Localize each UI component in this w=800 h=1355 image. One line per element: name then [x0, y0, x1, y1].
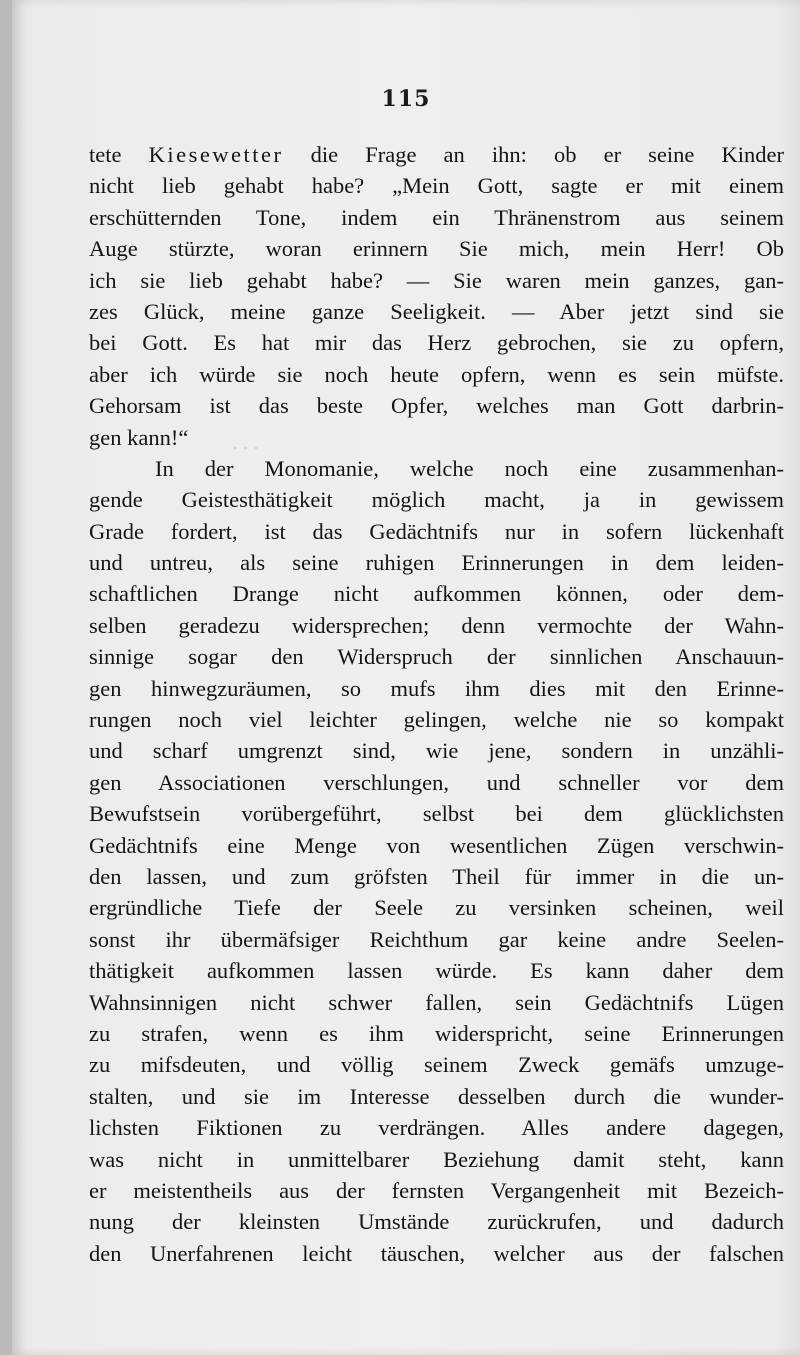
paragraph-start-line: In der Monomanie, welche noch eine zusammenhan- — [155, 455, 784, 481]
text-line: und untreu, als seine ruhigen Erinnerungen in dem leiden- — [89, 550, 784, 576]
text-line: Wahnsinnigen nicht schwer fallen, sein Gedächtnifs Lügen — [89, 989, 784, 1015]
text-line: erschütternden Tone, indem ein Thränenstrom aus seinem — [89, 204, 784, 230]
text-line: ergründliche Tiefe der Seele zu versinken scheinen, weil — [89, 895, 784, 921]
text-line: ich sie lieb gehabt habe? — Sie waren mein ganzes, gan- — [89, 267, 784, 293]
page-number: 115 — [381, 86, 431, 112]
text-line: er meistentheils aus der fernsten Vergangenheit mit Bezeich- — [89, 1177, 784, 1203]
text-line: sonst ihr übermäfsiger Reichthum gar keine andre Seelen- — [89, 926, 784, 952]
text-line: den Unerfahrenen leicht täuschen, welcher aus der falschen — [89, 1240, 784, 1266]
text-line: Bewufstsein vorübergeführt, selbst bei dem glücklichsten — [89, 801, 784, 827]
text-line: sinnige sogar den Widerspruch der sinnlichen Anschauun- — [89, 644, 784, 670]
text-line: rungen noch viel leichter gelingen, welche nie so kompakt — [89, 707, 784, 733]
text-line: schaftlichen Drange nicht aufkommen können, oder dem- — [89, 581, 784, 607]
text-line: zu mifsdeuten, und völlig seinem Zweck gemäfs umzuge- — [89, 1052, 784, 1078]
name-kiesewetter: Kiesewetter — [148, 142, 284, 167]
text-line: Gehorsam ist das beste Opfer, welches man Gott darbrin- — [89, 393, 784, 419]
text-line: zu strafen, wenn es ihm widerspricht, seine Erinnerungen — [89, 1020, 784, 1046]
text-line: gen kann!“ — [89, 424, 189, 450]
text-line: lichsten Fiktionen zu verdrängen. Alles andere dagegen, — [89, 1115, 784, 1141]
book-page — [12, 0, 800, 1355]
body-text — [89, 139, 784, 1269]
text-line: tete Kiesewetter die Frage an ihn: ob er seine Kinder — [89, 142, 784, 167]
text-line: gen Associationen verschlungen, und schneller vor dem — [89, 769, 784, 795]
text-line: Gedächtnifs eine Menge von wesentlichen Zügen verschwin- — [89, 832, 784, 858]
text-line: selben geradezu widersprechen; denn vermochte der Wahn- — [89, 612, 784, 638]
bleed-through-text: · · · — [232, 438, 259, 458]
text-line: zes Glück, meine ganze Seeligkeit. — Aber jetzt sind sie — [89, 298, 784, 324]
text-line: aber ich würde sie noch heute opfern, wenn es sein müfste. — [89, 361, 784, 387]
text-line: und scharf umgrenzt sind, wie jene, sondern in unzähli- — [89, 738, 784, 764]
text-line: was nicht in unmittelbarer Beziehung damit steht, kann — [89, 1146, 784, 1172]
text-line: den lassen, und zum gröfsten Theil für immer in die un- — [89, 863, 784, 889]
text-line: Auge stürzte, woran erinnern Sie mich, mein Herr! Ob — [89, 236, 784, 262]
text-line: gende Geistesthätigkeit möglich macht, ja in gewissem — [89, 487, 784, 513]
text-line: thätigkeit aufkommen lassen würde. Es kann daher dem — [89, 958, 784, 984]
text-line: nung der kleinsten Umstände zurückrufen, und dadurch — [89, 1209, 784, 1235]
text-line: Grade fordert, ist das Gedächtnifs nur in sofern lückenhaft — [89, 518, 784, 544]
text-line: bei Gott. Es hat mir das Herz gebrochen, sie zu opfern, — [89, 330, 784, 356]
text-line: gen hinwegzuräumen, so mufs ihm dies mit den Erinne- — [89, 675, 784, 701]
text-line: stalten, und sie im Interesse desselben durch die wunder- — [89, 1083, 784, 1109]
text-line: nicht lieb gehabt habe? „Mein Gott, sagte er mit einem — [89, 173, 784, 199]
